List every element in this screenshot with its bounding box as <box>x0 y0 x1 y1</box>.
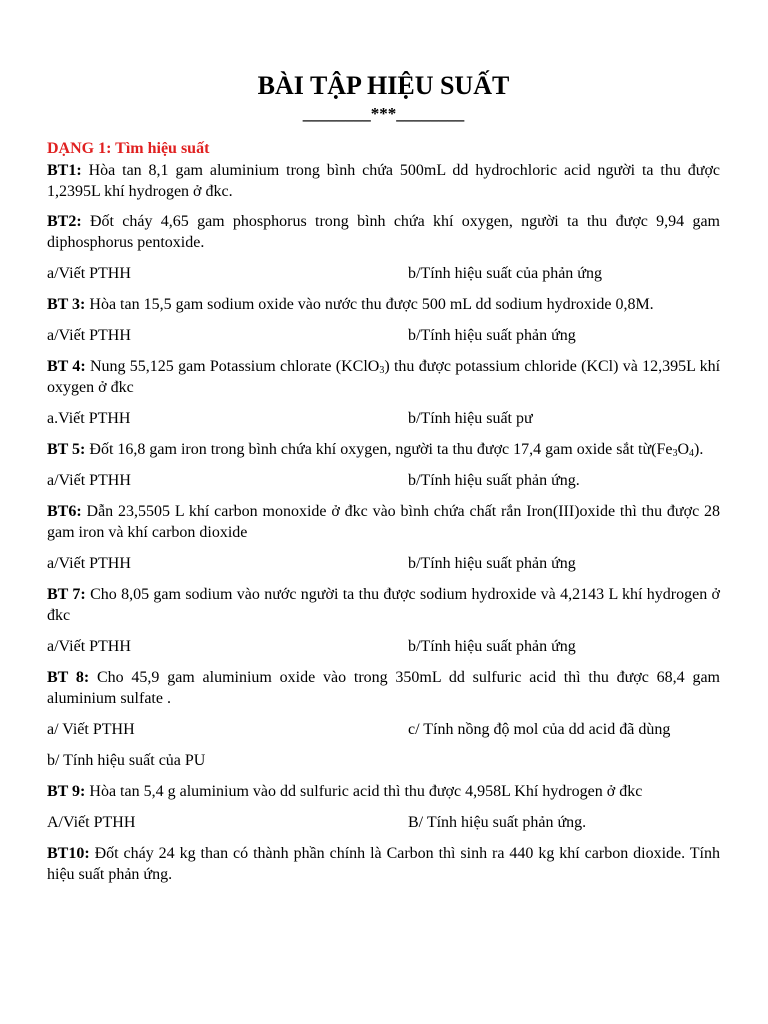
exercise-text: Đốt cháy 4,65 gam phosphorus trong bình chứa khí oxygen, người ta thu được 9,94 gam diphosphorus pentoxide. <box>47 213 720 251</box>
question-b: b/Tính hiệu suất phản ứng <box>408 555 576 572</box>
exercise-text: ) thu được potassium chloride (KCl) và 12,395L khí oxygen ở đkc <box>47 358 721 396</box>
exercise-4 <box>47 356 720 398</box>
exercise-text: Hòa tan 15,5 gam sodium oxide vào nước thu được 500 mL dd sodium hydroxide 0,8M. <box>85 296 654 313</box>
exercise-text: Cho 45,9 gam aluminium oxide vào trong 350mL dd sulfuric acid thì thu được 68,4 gam aluminium sulfate . <box>47 669 720 707</box>
exercise-text: Hòa tan 5,4 g aluminium vào dd sulfuric acid thì thu được 4,958L Khí hydrogen ở đkc <box>85 783 643 800</box>
exercise-8-questions <box>47 719 720 740</box>
exercise-3-questions <box>47 325 720 346</box>
exercise-text: Dẫn 23,5505 L khí carbon monoxide ở đkc vào bình chứa chất rắn Iron(III)oxide thì thu được 28 gam iron và khí carbon dioxide <box>47 503 720 541</box>
question-a: a/Viết PTHH <box>47 472 131 489</box>
exercise-text: Nung 55,125 gam Potassium chlorate (KClO <box>85 358 380 375</box>
question-a: A/Viết PTHH <box>47 814 136 831</box>
exercise-4-questions <box>47 408 720 429</box>
exercise-7-questions <box>47 636 720 657</box>
exercise-label: BT 5: <box>47 441 86 458</box>
document-page <box>47 68 720 895</box>
exercise-9-questions <box>47 812 720 833</box>
subscript: 3 <box>672 448 678 459</box>
question-b: b/Tính hiệu suất phản ứng. <box>408 472 580 489</box>
question-a: a/ Viết PTHH <box>47 721 135 738</box>
exercise-6 <box>47 501 720 543</box>
question-a: a/Viết PTHH <box>47 555 131 572</box>
exercise-label: BT 8: <box>47 669 90 686</box>
exercise-2-questions <box>47 263 720 284</box>
exercise-3 <box>47 294 720 315</box>
exercise-label: BT6: <box>47 503 82 520</box>
section-heading: DẠNG 1: Tìm hiệu suất <box>47 140 210 157</box>
exercise-text: Cho 8,05 gam sodium vào nước người ta thu được sodium hydroxide và 4,2143 L khí hydrogen ở đkc <box>47 586 720 624</box>
exercise-1 <box>47 160 720 202</box>
question-c: c/ Tính nồng độ mol của dd acid đã dùng <box>408 721 671 738</box>
question-b: b/Tính hiệu suất của phản ứng <box>408 265 602 282</box>
exercise-label: BT 9: <box>47 783 86 800</box>
exercise-8 <box>47 667 720 709</box>
title-divider: ________***________ <box>302 104 465 123</box>
exercise-7 <box>47 584 720 626</box>
exercise-label: BT 7: <box>47 586 86 603</box>
question-b: b/Tính hiệu suất phản ứng <box>408 327 576 344</box>
exercise-label: BT1: <box>47 162 82 179</box>
exercise-text: Hòa tan 8,1 gam aluminium trong bình chứa 500mL dd hydrochloric acid người ta thu được 1,2395L khí hydrogen ở đkc. <box>47 162 720 200</box>
question-a: a/Viết PTHH <box>47 638 131 655</box>
question-a: a/Viết PTHH <box>47 327 131 344</box>
exercise-text: O <box>677 441 690 458</box>
question-b: B/ Tính hiệu suất phản ứng. <box>408 814 587 831</box>
subscript: 4 <box>689 448 695 459</box>
exercise-8-questions-extra <box>47 750 720 771</box>
exercise-6-questions <box>47 553 720 574</box>
exercise-text: Đốt cháy 24 kg than có thành phần chính là Carbon thì sinh ra 440 kg khí carbon dioxide. Tính hiệu suất phản ứng. <box>47 845 720 883</box>
question-b: b/Tính hiệu suất phản ứng <box>408 638 576 655</box>
question-a: a/Viết PTHH <box>47 265 131 282</box>
exercise-label: BT2: <box>47 213 82 230</box>
exercise-9 <box>47 781 720 802</box>
exercise-5 <box>47 439 720 460</box>
exercise-label: BT 3: <box>47 296 86 313</box>
exercise-10 <box>47 843 720 885</box>
exercise-text: ). <box>694 441 704 458</box>
exercise-text: Đốt 16,8 gam iron trong bình chứa khí oxygen, người ta thu được 17,4 gam oxide sắt từ(Fe <box>85 441 673 458</box>
exercise-2 <box>47 211 720 253</box>
exercise-5-questions <box>47 470 720 491</box>
exercise-label: BT 4: <box>47 358 86 375</box>
subscript: 3 <box>379 365 385 376</box>
question-b: b/ Tính hiệu suất của PU <box>47 752 206 769</box>
document-title: BÀI TẬP HIỆU SUẤT <box>257 71 510 100</box>
question-a: a.Viết PTHH <box>47 410 131 427</box>
question-b: b/Tính hiệu suất pư <box>408 410 533 427</box>
exercise-label: BT10: <box>47 845 90 862</box>
